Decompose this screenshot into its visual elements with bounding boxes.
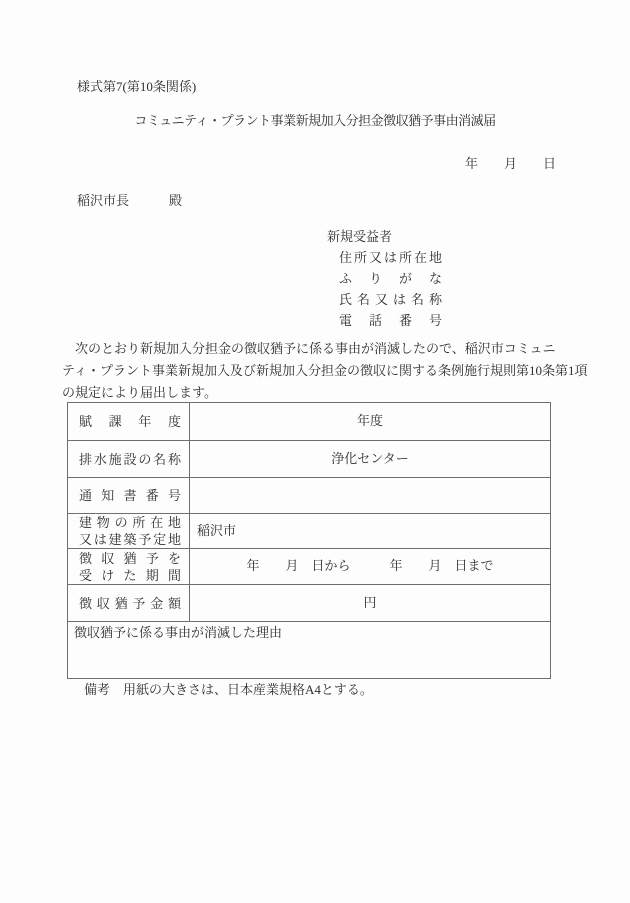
beneficiary-field-address: 住所又は所在地 (339, 250, 442, 265)
row-label-building-location: 建物の所在地 又は建築予定地 (68, 514, 190, 548)
addressee-line (77, 192, 182, 210)
form-table (67, 402, 551, 679)
addressee-honorific: 殿 (169, 193, 183, 208)
row-value-notice-number (190, 478, 550, 513)
beneficiary-fields (339, 249, 442, 333)
row-label-fiscal-year: 賦課年度 (68, 403, 190, 440)
beneficiary-field-phone: 電話番号 (339, 313, 442, 328)
document-title: コミュニティ・プラント事業新規加入分担金徴収猶予事由消滅届 (134, 113, 496, 128)
remarks-note: 備考 用紙の大きさは、日本産業規格A4とする。 (84, 682, 373, 697)
table-row-fiscal-year (68, 403, 550, 440)
table-row-deferment-period (68, 548, 550, 584)
table-row-notice-number (68, 477, 550, 513)
row-label-deferment-period: 徴収猶予を 受けた期間 (68, 549, 190, 584)
row-label-extinction-reason: 徴収猶予に係る事由が消滅した理由 (74, 625, 283, 640)
row-value-fiscal-year: 年度 (356, 413, 383, 429)
row-value-deferment-period: 年 月 日から 年 月 日まで (246, 558, 494, 574)
beneficiary-heading: 新規受益者 (327, 229, 393, 244)
paragraph-line: の規定により届出します。 (62, 385, 217, 400)
row-label-deferment-amount: 徴収猶予金額 (68, 585, 190, 621)
paragraph-line: ティ・プラント事業新規加入及び新規加入分担金の徴収に関する条例施行規則第10条第1項 (62, 363, 588, 378)
body-paragraph (62, 340, 588, 406)
table-row-extinction-reason (68, 621, 550, 678)
table-row-facility-name (68, 440, 550, 477)
table-row-deferment-amount (68, 584, 550, 621)
date-line: 年 月 日 (464, 156, 556, 171)
beneficiary-field-furigana: ふりがな (339, 271, 442, 286)
form-number: 様式第7(第10条関係) (77, 79, 197, 94)
row-value-building-location: 稲沢市 (197, 522, 237, 538)
row-label-facility-name: 排水施設の名称 (68, 441, 190, 477)
paragraph-line: 次のとおり新規加入分担金の徴収猶予に係る事由が消滅したので、稲沢市コミュニ (62, 341, 556, 356)
table-row-building-location (68, 513, 550, 548)
row-label-notice-number: 通知書番号 (68, 478, 190, 513)
row-value-deferment-amount: 円 (363, 594, 377, 610)
addressee-name: 稲沢市長 (77, 193, 130, 208)
beneficiary-field-name: 氏名又は名称 (339, 292, 442, 307)
row-value-facility-name: 浄化センター (331, 450, 409, 466)
